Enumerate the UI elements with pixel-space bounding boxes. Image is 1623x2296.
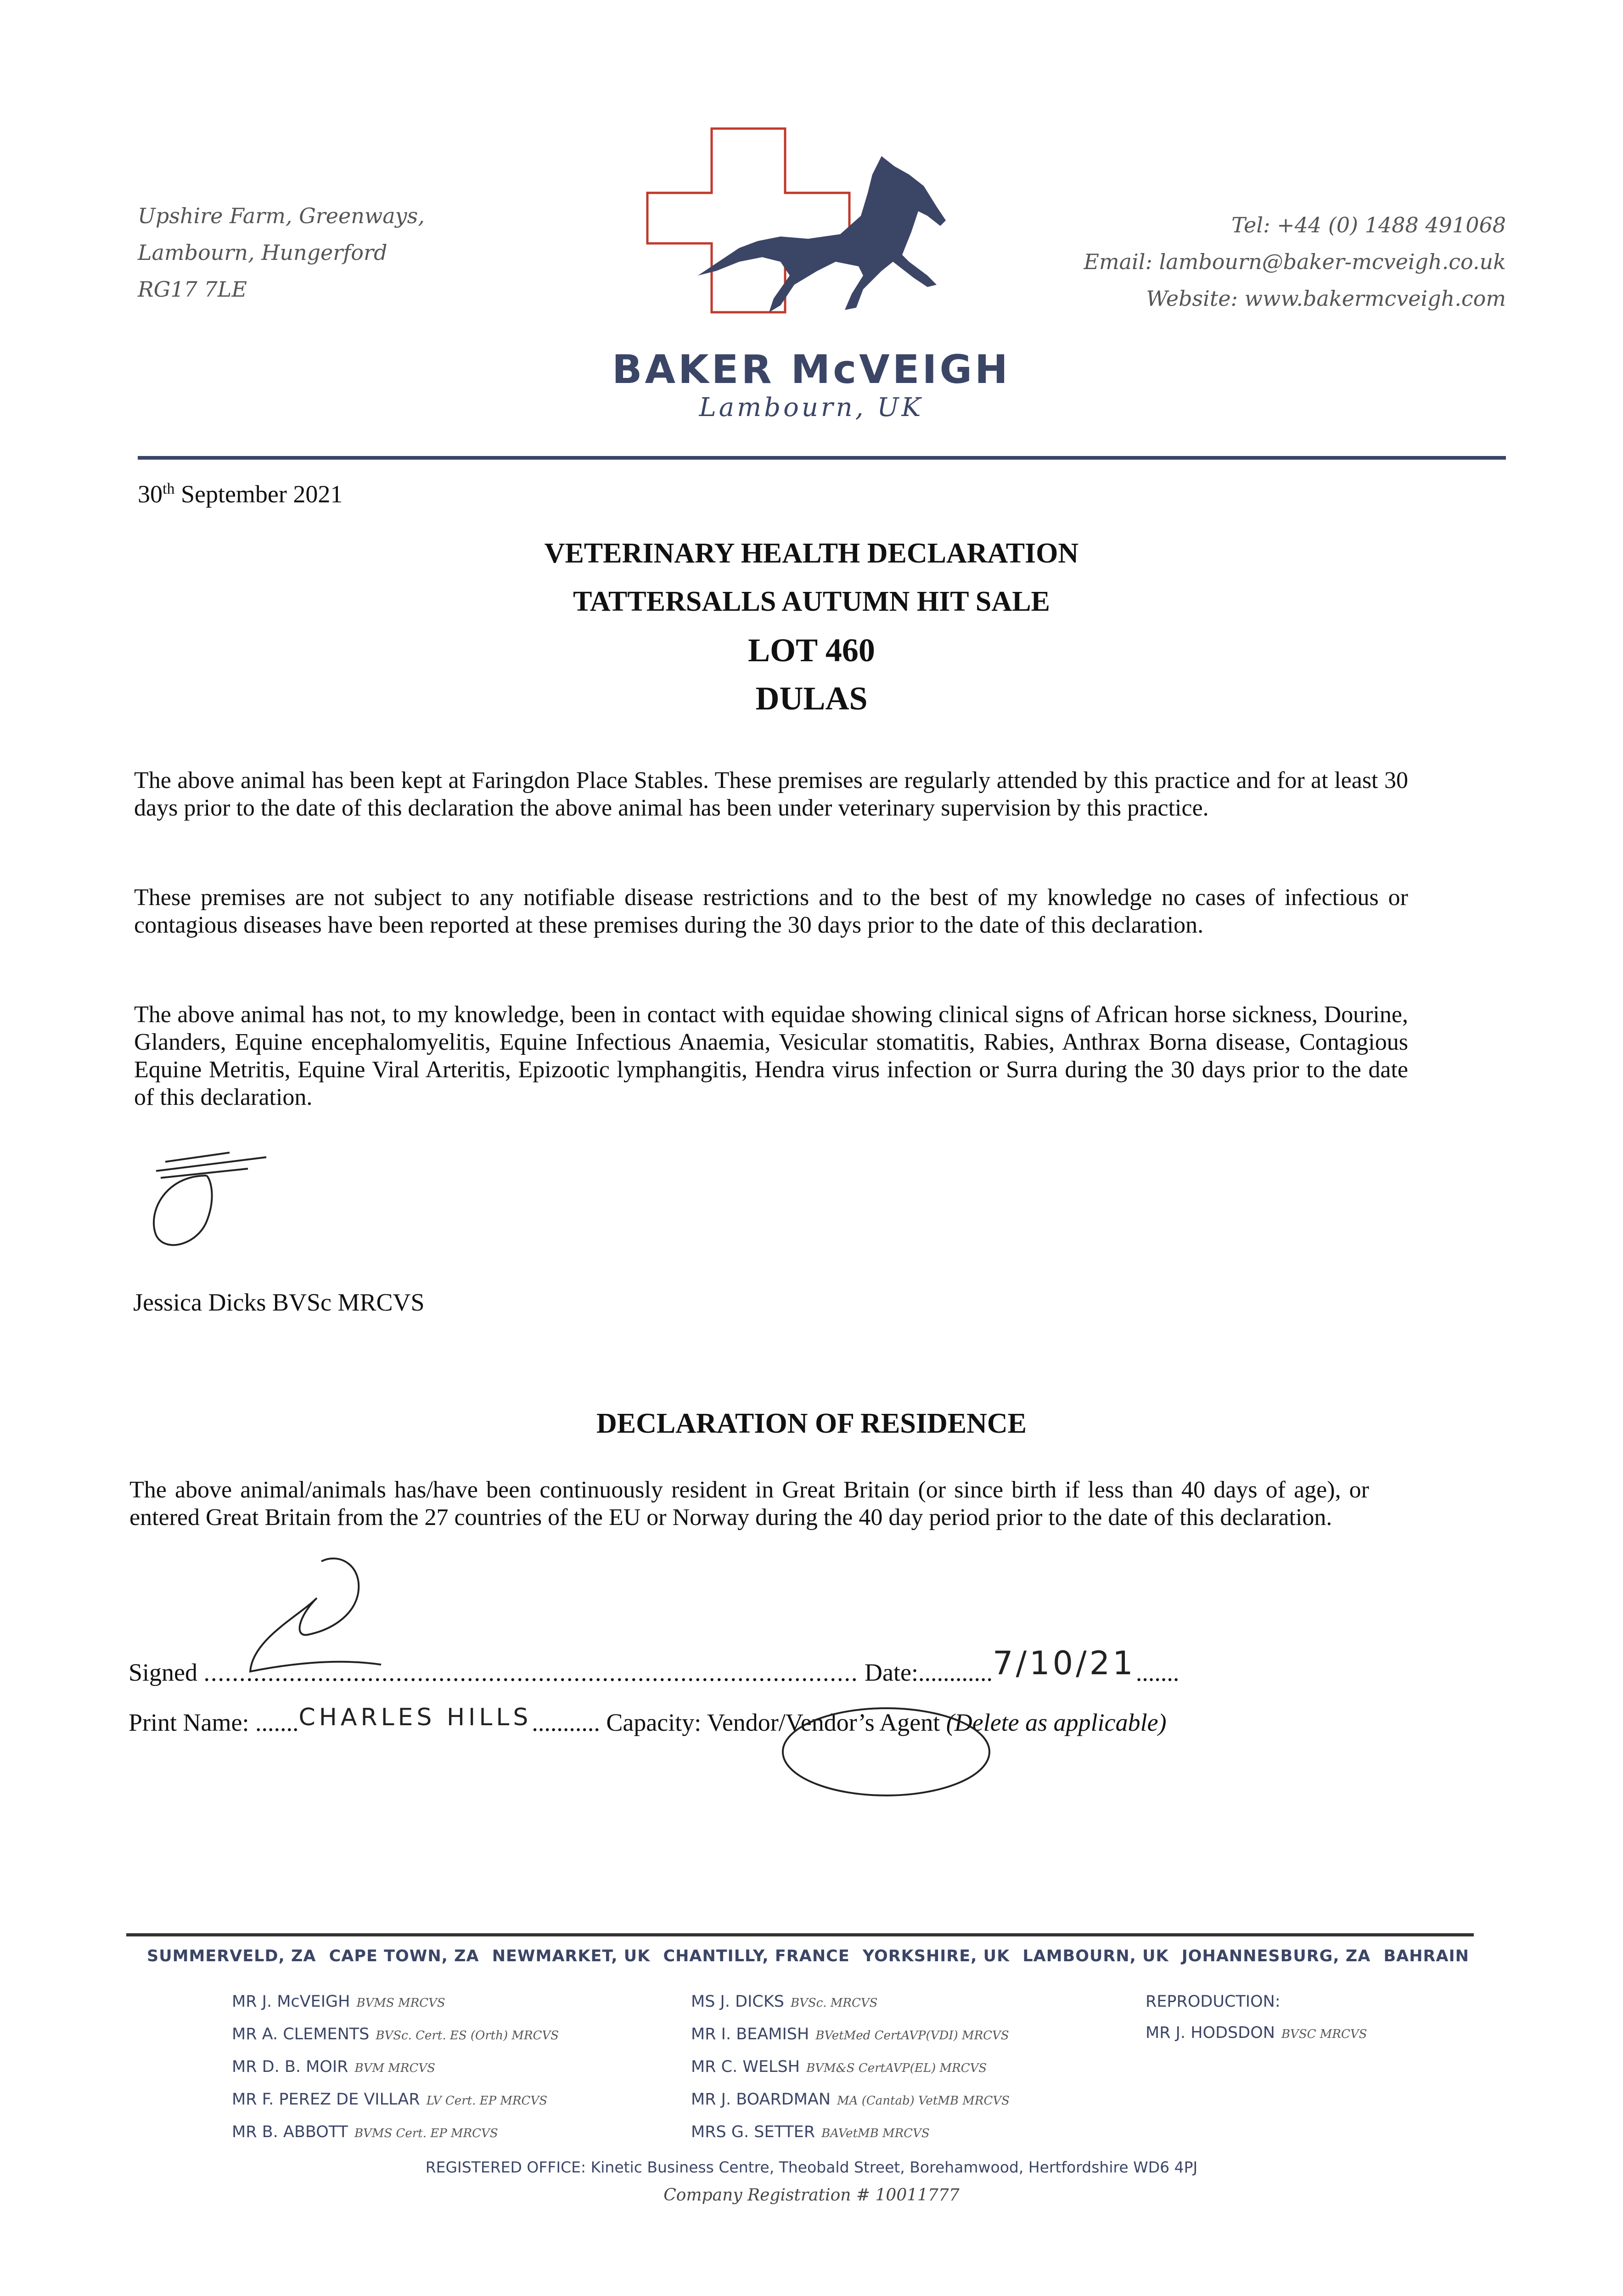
print-name-value: CHARLES HILLS xyxy=(298,1704,532,1731)
office-location: NEWMARKET, UK xyxy=(492,1947,651,1965)
paragraph-supervision: The above animal has been kept at Faringdon Place Stables. These premises are regularly attended by this practice and for at least 30 days prior to the date of this declaration the above animal has been under veterinary supervision by this practice. xyxy=(134,767,1408,821)
staff-entry: MR J. BOARDMAN MA (Cantab) VetMB MRCVS xyxy=(691,2090,1010,2109)
staff-entry: MR A. CLEMENTS BVSc. Cert. ES (Orth) MRCVS xyxy=(232,2025,559,2043)
sale-title: TATTERSALLS AUTUMN HIT SALE xyxy=(573,586,1050,617)
office-location: YORKSHIRE, UK xyxy=(862,1947,1010,1965)
signed-label: Signed xyxy=(129,1659,198,1686)
company-registration: Company Registration # 10011777 xyxy=(663,2186,960,2205)
contact-email: Email: lambourn@baker-mcveigh.co.uk xyxy=(1084,249,1506,274)
staff-entry: MR J. McVEIGH BVMS MRCVS xyxy=(232,1992,445,2011)
vet-name: Jessica Dicks BVSc MRCVS xyxy=(133,1289,425,1316)
address-line: Upshire Farm, Greenways, xyxy=(138,203,425,228)
reproduction-section xyxy=(1146,1986,1367,2050)
office-locations xyxy=(147,1947,1469,1965)
staff-entry: MR I. BEAMISH BVetMed CertAVP(VDI) MRCVS xyxy=(691,2025,1009,2043)
staff-entry: MR F. PEREZ DE VILLAR LV Cert. EP MRCVS xyxy=(232,2090,548,2109)
print-name-row: Print Name: .......CHARLES HILLS........... Capacity: Vendor/Vendor’s Agent (Delete as applicable) xyxy=(129,1704,1167,1736)
address-line: Lambourn, Hungerford xyxy=(138,240,387,265)
baker-mcveigh-logo xyxy=(643,124,978,326)
contact-website: Website: www.bakermcveigh.com xyxy=(1146,286,1506,311)
vendor-circle-mark xyxy=(771,1694,1001,1805)
staff-entry: MRS G. SETTER BAVetMB MRCVS xyxy=(691,2123,930,2141)
header-divider xyxy=(138,456,1506,460)
staff-list-col1 xyxy=(232,1986,559,2149)
staff-entry: MR J. HODSDON BVSC MRCVS xyxy=(1146,2024,1367,2042)
staff-entry: MS J. DICKS BVSc. MRCVS xyxy=(691,1992,878,2011)
company-address xyxy=(138,197,425,308)
document-title: VETERINARY HEALTH DECLARATION xyxy=(544,538,1079,569)
vet-signature xyxy=(138,1143,285,1254)
staff-entry: MR C. WELSH BVM&S CertAVP(EL) MRCVS xyxy=(691,2058,987,2076)
reproduction-label: REPRODUCTION: xyxy=(1146,1992,1280,2011)
office-location: LAMBOURN, UK xyxy=(1022,1947,1169,1965)
horse-name: DULAS xyxy=(755,680,868,717)
staff-entry: MR D. B. MOIR BVM MRCVS xyxy=(232,2058,435,2076)
contact-phone: Tel: +44 (0) 1488 491068 xyxy=(1231,213,1506,237)
lot-number: LOT 460 xyxy=(748,632,875,669)
date-value: 7/10/21 xyxy=(992,1644,1136,1682)
company-contact xyxy=(1084,207,1506,317)
staff-entry: MR B. ABBOTT BVMS Cert. EP MRCVS xyxy=(232,2123,498,2141)
footer-divider xyxy=(126,1933,1474,1936)
office-location: SUMMERVELD, ZA xyxy=(147,1947,316,1965)
address-line: RG17 7LE xyxy=(138,277,247,302)
vendor-signature xyxy=(230,1548,441,1685)
office-location: CAPE TOWN, ZA xyxy=(329,1947,479,1965)
paragraph-diseases: The above animal has not, to my knowledge, been in contact with equidae showing clinical signs of African horse sickness, Dourine, Glanders, Equine encephalomyelitis, Equine Infectious Anaemia, Vesicular stomatitis, Rabies, Anthrax Borna disease, Contagious Equine Metritis, Equine Viral Arteritis, Epizootic lymphangitis, Hendra virus infection or Surra during the 30 days prior to the date of this declaration. xyxy=(134,1002,1408,1110)
staff-list-col2 xyxy=(691,1986,1010,2149)
print-name-label: Print Name: xyxy=(129,1709,249,1736)
residence-text: The above animal/animals has/have been continuously resident in Great Britain (or since birth if less than 40 days of age), or entered Great Britain from the 27 countries of the EU or Norway during the 40 day period prior to the date of this declaration. xyxy=(129,1477,1369,1531)
registered-office: REGISTERED OFFICE: Kinetic Business Centre, Theobald Street, Borehamwood, Hertfordshire WD6 4PJ xyxy=(425,2158,1198,2176)
document-date: 30th September 2021 xyxy=(138,480,343,508)
date-label: Date: xyxy=(865,1659,918,1686)
residence-heading: DECLARATION OF RESIDENCE xyxy=(596,1408,1027,1439)
capacity-note: (Delete as applicable) xyxy=(946,1709,1167,1736)
office-location: CHANTILLY, FRANCE xyxy=(663,1947,850,1965)
paragraph-restrictions: These premises are not subject to any notifiable disease restrictions and to the best of my knowledge no cases of infectious or contagious diseases have been reported at these premises during the 30 days prior to the date of this declaration. xyxy=(134,884,1408,938)
office-location: BAHRAIN xyxy=(1383,1947,1469,1965)
brand-location: Lambourn, UK xyxy=(699,393,924,422)
capacity-label: Capacity: xyxy=(606,1709,702,1736)
brand-name: BAKER McVEIGH xyxy=(612,347,1011,393)
capacity-value: Vendor/Vendor’s Agent xyxy=(707,1709,940,1736)
red-cross-icon xyxy=(647,129,849,312)
office-location: JOHANNESBURG, ZA xyxy=(1181,1947,1371,1965)
horse-silhouette-icon xyxy=(698,156,946,312)
signed-row: Signed ............................................................................................ Date:............7/10/21....... xyxy=(129,1644,1179,1686)
